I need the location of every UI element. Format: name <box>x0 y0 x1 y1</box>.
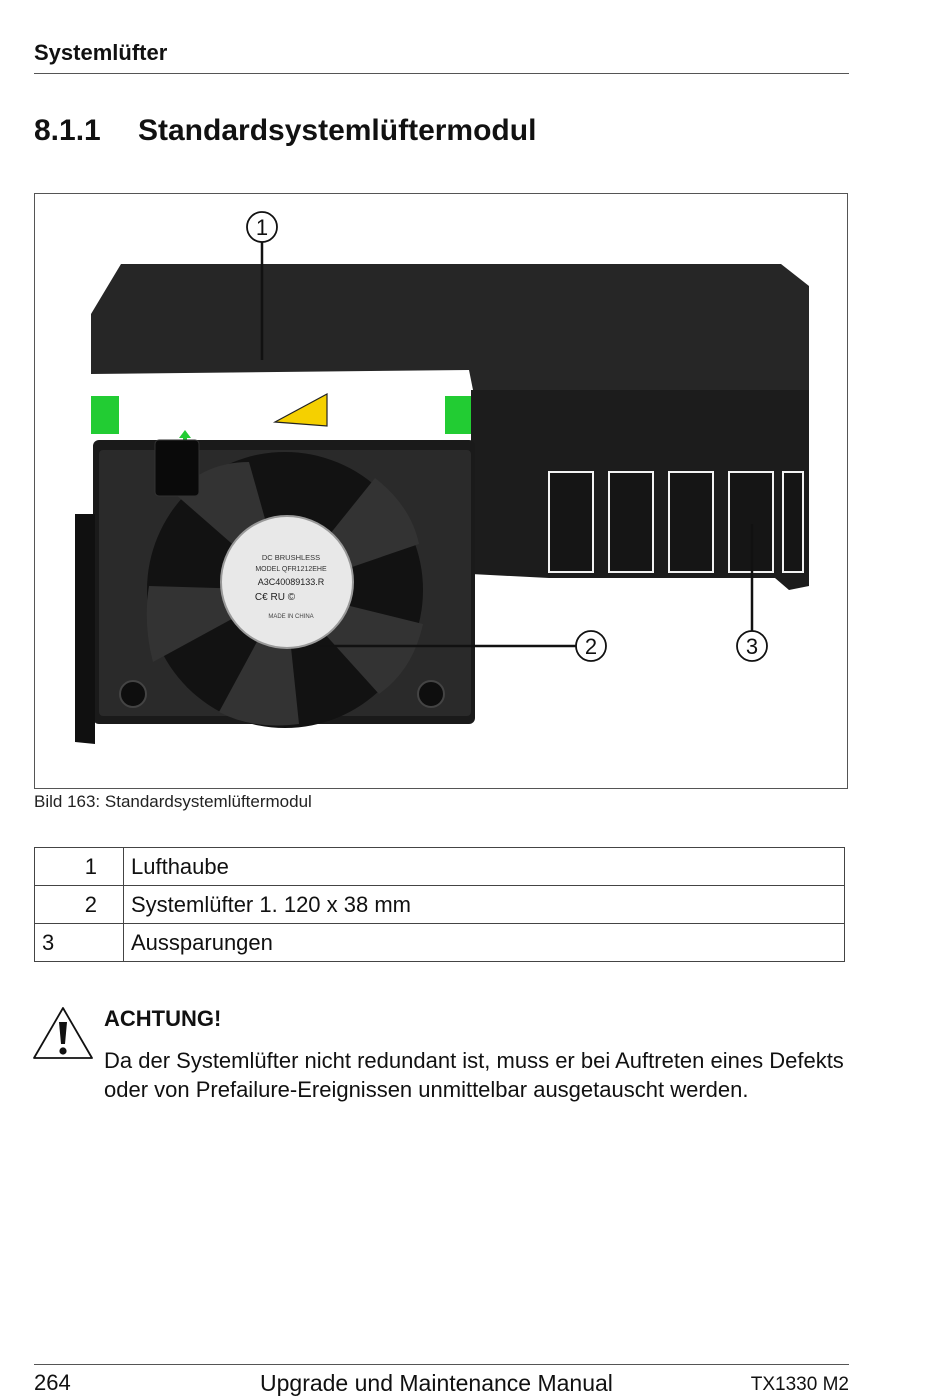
header-rule <box>34 73 849 74</box>
fan-label-line5: MADE IN CHINA <box>268 614 314 620</box>
hot-surface-warning-icon <box>275 394 327 426</box>
running-head: Systemlüfter <box>34 40 168 65</box>
figure-caption: Bild 163: Standardsystemlüftermodul <box>34 792 312 811</box>
fan-label-line1: DC BRUSHLESS <box>261 553 321 562</box>
section-number: 8.1.1 <box>34 114 101 147</box>
callout-1-number: 1 <box>255 215 269 240</box>
rubber-grommet <box>418 681 444 707</box>
recess-slots <box>549 472 803 572</box>
table-row <box>35 924 845 962</box>
cable-latch <box>155 440 199 496</box>
legend-table <box>34 847 845 962</box>
green-clip-right <box>445 396 471 434</box>
legend-label: Aussparungen <box>124 924 845 962</box>
section-heading: Standardsystemlüftermodul <box>138 114 537 147</box>
fan-label-line3: A3C40089133.R <box>257 577 325 587</box>
legend-index: 1 <box>35 848 124 886</box>
manual-title: Upgrade und Maintenance Manual <box>260 1370 613 1396</box>
model-name: TX1330 M2 <box>750 1374 849 1395</box>
callout-2-number: 2 <box>584 634 598 659</box>
legend-index: 2 <box>35 886 124 924</box>
callout-3-number: 3 <box>745 634 759 659</box>
fan-label-line4: C€ RU © <box>254 592 296 603</box>
fan-label-line2: MODEL QFR1212EHE <box>255 566 327 573</box>
legend-label: Lufthaube <box>124 848 845 886</box>
table-row <box>35 848 845 886</box>
fan-module-illustration <box>35 194 847 788</box>
table-row <box>35 886 845 924</box>
green-clip-left <box>91 396 119 434</box>
page-number: 264 <box>34 1370 71 1395</box>
footer-rule <box>34 1364 849 1365</box>
legend-label: Systemlüfter 1. 120 x 38 mm <box>124 886 845 924</box>
rubber-grommet <box>120 681 146 707</box>
caution-title: ACHTUNG! <box>104 1006 222 1031</box>
caution-triangle-icon <box>32 1006 94 1060</box>
side-bracket <box>75 514 95 744</box>
legend-index: 3 <box>35 924 124 962</box>
section-title <box>34 114 536 148</box>
caution-text: Da der Systemlüfter nicht redundant ist, muss er bei Auftreten eines Defekts oder von Prefailure-Ereignissen unmittelbar ausgetauscht werden. <box>104 1048 844 1102</box>
air-duct-top <box>91 264 809 390</box>
figure-frame <box>34 193 848 789</box>
